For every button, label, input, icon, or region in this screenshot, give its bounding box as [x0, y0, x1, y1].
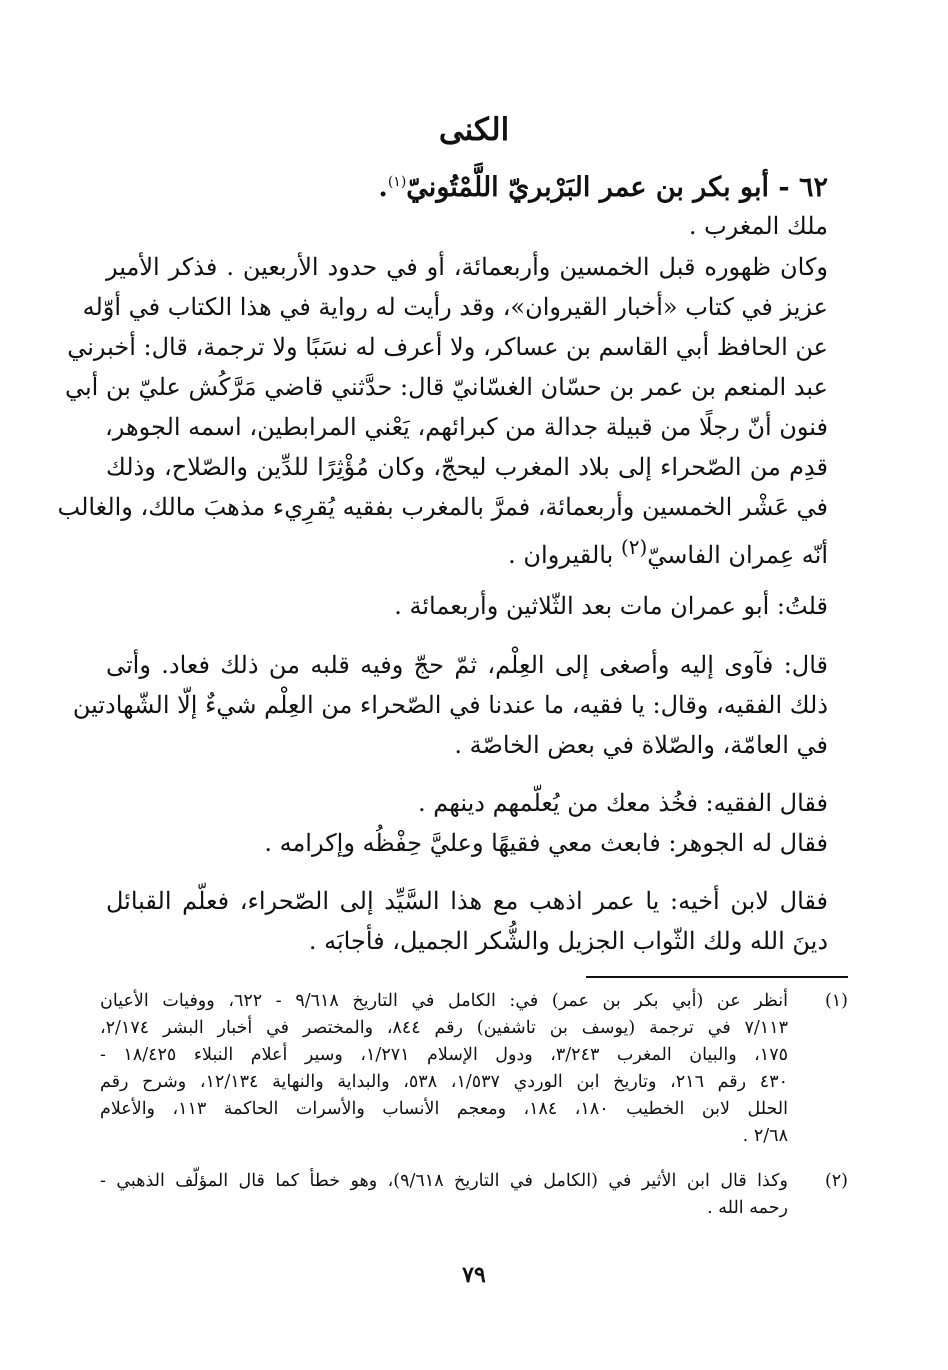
text-line-6: قدِم من الصّحراء إلى بلاد المغرب ليحجّ، وكان مُؤْثِرًا للدِّين والصّلاح، وذلك	[106, 453, 828, 481]
text-line-7: في عَشْر الخمسين وأربعمائة، فمرَّ بالمغرب بفقيه يُقرِيء مذهبَ مالك، والغالب	[57, 493, 828, 521]
text-line-2: عزيز في كتاب «أخبار القيروان»، وقد رأيت له رواية في هذا الكتاب في أوّله	[82, 293, 828, 321]
footnote-2-number: (٢)	[824, 1171, 848, 1191]
page-number: ٧٩	[462, 1262, 486, 1288]
footnote-1-line-2: ٧/١١٣ في ترجمة (يوسف بن تاشفين) رقم ٨٤٤، والمختصر في أخبار البشر ٢/١٧٤،	[100, 1018, 788, 1038]
entry-heading-text: ٦٢ - أبو بكر بن عمر البَرْبريّ اللَّمْتُونيّ	[406, 172, 828, 203]
footnote-1-line-5: الحلل لابن الخطيب ١٨٠، ١٨٤، ومعجم الأنساب والأسرات الحاكمة ١١٣، والأعلام	[100, 1099, 788, 1119]
text-line-12: في العامّة، والصّلاة في بعض الخاصّة .	[454, 731, 828, 759]
entry-heading	[108, 160, 828, 210]
text-line-8-tail: بالقيروان .	[508, 541, 621, 569]
footnote-2	[100, 1168, 848, 1222]
text-line-14: فقال له الجوهر: فابعث معي فقيهًا وعليَّ حِفْظُه وإكرامه .	[264, 829, 828, 857]
text-line-8-main: أنّه عِمران الفاسيّ	[647, 541, 828, 569]
footnote-divider	[586, 976, 848, 978]
text-line-13: فقال الفقيه: فخُذ معك من يُعلّمهم دينهم .	[418, 789, 828, 817]
footnote-2-line-1: وكذا قال ابن الأثير في (الكامل في التاريخ ٩/٦١٨)، وهو خطأ كما قال المؤلّف الذهبي -	[100, 1171, 788, 1191]
footnote-1-line-6: ٢/٦٨ .	[742, 1126, 788, 1146]
footnote-1-line-4: ٤٣٠ رقم ٢١٦، وتاريخ ابن الوردي ١/٥٣٧، ٥٣٨، والبداية والنهاية ١٢/١٣٤، وشرح رقم	[100, 1072, 788, 1092]
entry-subtitle: ملك المغرب .	[688, 212, 828, 240]
footnote-1-line-1: أنظر عن (أبي بكر بن عمر) في: الكامل في التاريخ ٩/٦١٨ - ٦٢٢، ووفيات الأعيان	[100, 991, 788, 1011]
text-line-5: فنون أنّ رجلًا من قبيلة جدالة من كبرائهم، يَعْني المرابطين، اسمه الجوهر،	[105, 413, 828, 441]
footnote-1-number: (١)	[824, 991, 848, 1011]
text-line-16: دينَ الله ولك الثّواب الجزيل والشُّكر الجميل، فأجابَه .	[308, 927, 828, 955]
footnote-1-line-3: ١٧٥، والبيان المغرب ٣/٢٤٣، ودول الإسلام ١/٢٧١، وسير أعلام النبلاء ١٨/٤٢٥ -	[100, 1045, 788, 1065]
footnote-1	[100, 988, 848, 1150]
text-line-9: قلتُ: أبو عمران مات بعد الثّلاثين وأربعمائة .	[394, 592, 828, 620]
footnote-ref-1: (١)	[387, 174, 407, 190]
text-line-3: عن الحافظ أبي القاسم بن عساكر، ولا أعرف له نسَبًا ولا ترجمة، قال: أخبرني	[67, 333, 828, 361]
text-line-11: ذلك الفقيه، وقال: يا فقيه، ما عندنا في الصّحراء من العِلْم شيءٌ إلّا الشّهادتين	[72, 691, 828, 719]
text-line-8	[106, 527, 828, 575]
text-line-1: وكان ظهوره قبل الخمسين وأربعمائة، أو في حدود الأربعين . فذكر الأمير	[106, 253, 828, 281]
footnote-ref-2: (٢)	[620, 535, 648, 559]
section-title: الكنى	[438, 112, 510, 148]
text-line-4: عبد المنعم بن عمر بن حسّان الغسّانيّ قال: حدَّثني قاضي مَرَّكُش عليّ بن أبي	[65, 373, 828, 401]
footnote-2-line-2: رحمه الله .	[707, 1198, 788, 1218]
text-line-15: فقال لابن أخيه: يا عمر اذهب مع هذا السَّيِّد إلى الصّحراء، فعلّم القبائل	[106, 887, 828, 915]
text-line-10: قال: فآوى إليه وأصغى إلى العِلْم، ثمّ حجّ وفيه قلبه من ذلك فعاد. وأتى	[106, 651, 828, 679]
entry-heading-end: .	[378, 172, 388, 203]
